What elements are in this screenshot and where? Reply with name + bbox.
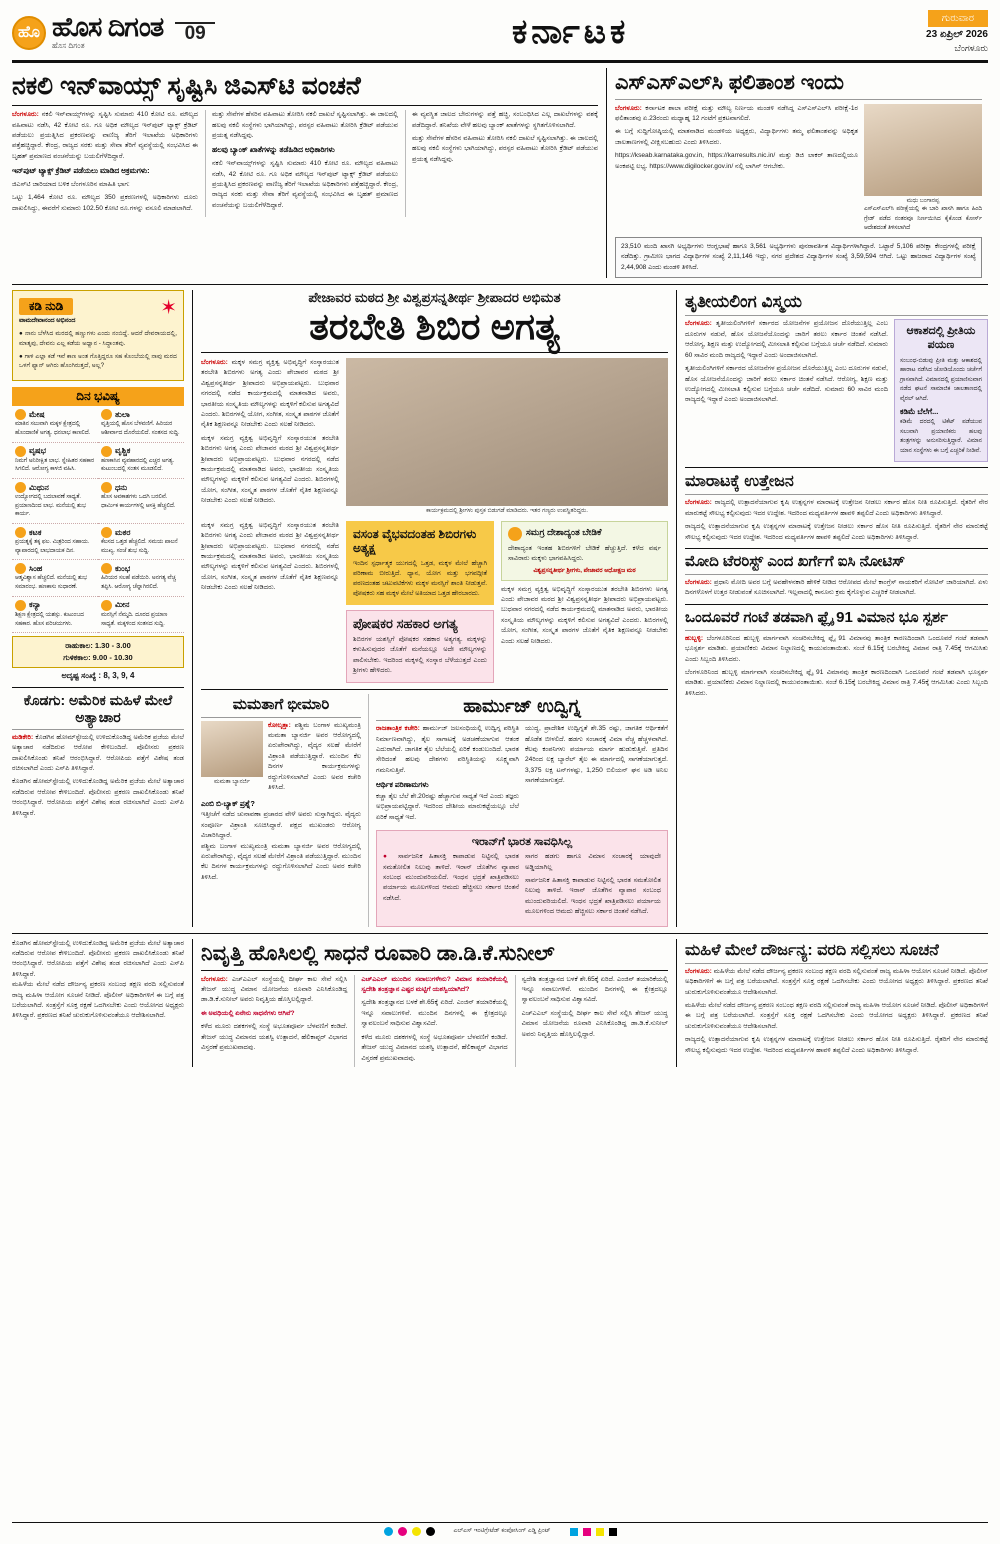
divider: [685, 494, 988, 495]
sign-name: ಮೇಷ: [29, 409, 45, 419]
divider: [12, 105, 598, 106]
hormuz-headline: ಹಾರ್ಮುಜ್ ಉದ್ವಿಗ್ನ: [463, 695, 581, 716]
kodagu-dateline: ಮಡಿಕೇರಿ:: [12, 733, 34, 741]
bottom-left-text: ಕೊಡಗಿನ ಹೋಮ್‌ಸ್ಟೇಯಲ್ಲಿ ಉಳಿದುಕೊಂಡಿದ್ದ ಅಮೆರಿಕ ಪ್ರಜೆಯ ಮೇಲೆ ಅತ್ಯಾಚಾರ ನಡೆದಿರುವ ಆರೋಪ ಕೇಳಿಬಂದಿದೆ. ಪೊಲೀಸರು ಪ್ರಕರಣ ದಾಖಲಿಸಿಕೊಂಡು ತನಿಖೆ ಆರಂಭಿಸಿದ್ದಾರೆ. ಆರೋಪಿಯ ಪತ್ತೆಗೆ ವಿಶೇಷ ತಂಡ ರಚಿಸಲಾಗಿದೆ ಎಂದು ಎಸ್‌ಪಿ ತಿಳಿಸಿದ್ದಾರೆ.: [12, 939, 184, 978]
lucky-label: ಅದೃಷ್ಟ ಸಂಖ್ಯೆ :: [61, 671, 102, 681]
newspaper-title: ಹೊಸ ದಿಗಂತ: [52, 12, 164, 43]
sslc-stats-text: 23,510 ಮಂದಿ ಖಾಸಗಿ ಅಭ್ಯರ್ಥಿಗಳು ಆಂಗ್ಲಭಾಷೆ ಹಾಗೂ 3,561 ಅಭ್ಯರ್ಥಿಗಳು ಪುನರಾವರ್ತಿತ ವಿದ್ಯಾರ್ಥಿಗಳಾಗಿದ್ದಾರೆ. ಒಟ್ಟಾರೆ 5,106 ಪರೀಕ್ಷಾ ಕೇಂದ್ರಗಳಲ್ಲಿ ಪರೀಕ್ಷೆ ನಡೆದಿತ್ತು. ಗ್ರಾಮೀಣ ಭಾಗದ ವಿದ್ಯಾರ್ಥಿಗಳ ಸಂಖ್ಯೆ 2,11,146 ಇದ್ದು, ನಗರ ಪ್ರದೇಶದ ವಿದ್ಯಾರ್ಥಿಗಳ ಸಂಖ್ಯೆ 3,59,594 ಆಗಿದೆ. ಒಟ್ಟು ಹಾಜರಾದ ವಿದ್ಯಾರ್ಥಿಗಳ ಸಂಖ್ಯೆ 2,44,908 ಎಂದು ಮಂಡಳಿ ತಿಳಿಸಿದೆ.: [621, 242, 976, 271]
mahila-text: ಮಹಿಳೆಯ ಮೇಲೆ ನಡೆದ ದೌರ್ಜನ್ಯ ಪ್ರಕರಣ ಸಂಬಂಧ ತಕ್ಷಣ ವರದಿ ಸಲ್ಲಿಸುವಂತೆ ರಾಜ್ಯ ಮಹಿಳಾ ಆಯೋಗ ಸೂಚನೆ ನೀಡಿದೆ. ಪೊಲೀಸ್ ಅಧಿಕಾರಿಗಳಿಗೆ ಈ ಬಗ್ಗೆ ಪತ್ರ ಬರೆಯಲಾಗಿದೆ. ಸಂತ್ರಸ್ತೆಗೆ ಸೂಕ್ತ ರಕ್ಷಣೆ ಒದಗಿಸಬೇಕು ಎಂದು ಆಯೋಗದ ಅಧ್ಯಕ್ಷರು ತಿಳಿಸಿದ್ದಾರೆ. ಪ್ರಕರಣದ ತನಿಖೆ ಚುರುಕುಗೊಳಿಸುವಂತೆಯೂ ಆದೇಶಿಸಲಾಗಿದೆ.: [685, 967, 988, 996]
sign-name: ಮಕರ: [115, 527, 131, 537]
black-square-icon: [609, 1528, 617, 1536]
sign-text: ಹೊಸ ಅವಕಾಶಗಳು ಒದಗಿ ಬರಲಿವೆ. ಧಾರ್ಮಿಕ ಕಾರ್ಯಗಳಲ್ಲಿ ಆಸಕ್ತಿ ಹೆಚ್ಚಲಿದೆ.: [101, 494, 176, 509]
divider: [685, 604, 988, 605]
kodagu-text-2: ಕೊಡಗಿನ ಹೋಮ್‌ಸ್ಟೇಯಲ್ಲಿ ಉಳಿದುಕೊಂಡಿದ್ದ ಅಮೆರಿಕ ಪ್ರಜೆಯ ಮೇಲೆ ಅತ್ಯಾಚಾರ ನಡೆದಿರುವ ಆರೋಪ ಕೇಳಿಬಂದಿದೆ. ಪೊಲೀಸರು ಪ್ರಕರಣ ದಾಖಲಿಸಿಕೊಂಡು ತನಿಖೆ ಆರಂಭಿಸಿದ್ದಾರೆ. ಆರೋಪಿಯ ಪತ್ತೆಗೆ ವಿಶೇಷ ತಂಡ ರಚಿಸಲಾಗಿದೆ ಎಂದು ಎಸ್‌ಪಿ ತಿಳಿಸಿದ್ದಾರೆ.: [12, 778, 184, 817]
section-title: ಕರ್ನಾಟಕ: [511, 13, 630, 52]
dateline-block: [926, 10, 988, 56]
kodagu-headline: ಕೊಡಗು: ಅಮೆರಿಕ ಮಹಿಳೆ ಮೇಲೆ ಅತ್ಯಾಚಾರ: [23, 692, 173, 725]
maratake-headline: ಮಾರಾಟಕ್ಕೆ ಉತ್ತೇಜನ: [685, 473, 794, 491]
interview-headline: ನಿವೃತ್ತಿ ಹೊಸಿಲಲ್ಲಿ ಸಾಧನೆ ರೂವಾರಿ ಡಾ.ಡಿ.ಕೆ.ಸುನೀಲ್: [201, 941, 555, 965]
mahila-text-2: ಮಹಿಳೆಯ ಮೇಲೆ ನಡೆದ ದೌರ್ಜನ್ಯ ಪ್ರಕರಣ ಸಂಬಂಧ ತಕ್ಷಣ ವರದಿ ಸಲ್ಲಿಸುವಂತೆ ರಾಜ್ಯ ಮಹಿಳಾ ಆಯೋಗ ಸೂಚನೆ ನೀಡಿದೆ. ಪೊಲೀಸ್ ಅಧಿಕಾರಿಗಳಿಗೆ ಈ ಬಗ್ಗೆ ಪತ್ರ ಬರೆಯಲಾಗಿದೆ. ಸಂತ್ರಸ್ತೆಗೆ ಸೂಕ್ತ ರಕ್ಷಣೆ ಒದಗಿಸಬೇಕು ಎಂದು ಆಯೋಗದ ಅಧ್ಯಕ್ಷರು ತಿಳಿಸಿದ್ದಾರೆ. ಪ್ರಕರಣದ ತನಿಖೆ ಚುರುಕುಗೊಳಿಸುವಂತೆಯೂ ಆದೇಶಿಸಲಾಗಿದೆ.: [685, 1001, 988, 1030]
sign-text: ಕೆಲಸದ ಒತ್ತಡ ಹೆಚ್ಚಲಿದೆ. ಸಮಯ ಪಾಲನೆ ಮುಖ್ಯ. ಸಂಜೆ ಶುಭ ಸುದ್ದಿ.: [101, 539, 178, 554]
yellow-square-icon: [596, 1528, 604, 1536]
lead-text-1: ನಕಲಿ ಇನ್‌ವಾಯ್ಸ್‌ಗಳನ್ನು ಸೃಷ್ಟಿಸಿ ಸುಮಾರು 410 ಕೋಟಿ ರೂ. ಮೌಲ್ಯದ ವಹಿವಾಟು ನಡೆಸಿ, 42 ಕೋಟಿ ರೂ. ಗೂ ಅಧಿಕ ಮೌಲ್ಯದ ಇನ್‌ಪುಟ್ ಟ್ಯಾಕ್ಸ್ ಕ್ರೆಡಿಟ್ ಪಡೆಯಲು ಪ್ರಯತ್ನಿಸಿದ ಪ್ರಕರಣವನ್ನು ವಾಣಿಜ್ಯ ತೆರಿಗೆ ಇಲಾಖೆಯ ಅಧಿಕಾರಿಗಳು ಪತ್ತೆಹಚ್ಚಿದ್ದಾರೆ. ಕೇಂದ್ರ, ರಾಜ್ಯದ ಸರಕು ಮತ್ತು ಸೇವಾ ತೆರಿಗೆ ವ್ಯವಸ್ಥೆಯಲ್ಲಿ ಸಂಭವಿಸಿದ ಈ ಬೃಹತ್ ಪ್ರಮಾಣದ ವಂಚನೆಯನ್ನು ಬಯಲಿಗೆಳೆದಿದ್ದಾರೆ.: [12, 111, 198, 160]
hormuz-text-2: ಯುದ್ಧ, ಪ್ರಾದೇಶಿಕ ಉದ್ವಿಗ್ನತೆ ಶೇ.35 ರಷ್ಟು, ಜಾಗತಿಕ ಆರ್ಥಿಕತೆಗೆ ಹೊಡೆತ ಬೀಳಲಿದೆ. ಹಡಗು ಸಂಚಾರಕ್ಕೆ ವಿಮಾ ವೆಚ್ಚ ಹೆಚ್ಚಳವಾಗಿದೆ. ಕೆಲವು ಕಂಪನಿಗಳು ಪರ್ಯಾಯ ಮಾರ್ಗ ಹುಡುಕುತ್ತಿವೆ. ಪ್ರತಿದಿನ 24ರಿಂದ ಲಕ್ಷ ಬ್ಯಾರೆಲ್ ತೈಲ ಈ ಮಾರ್ಗದಲ್ಲಿ ಸಾಗಣೆಯಾಗುತ್ತದೆ. 3,375 ಲಕ್ಷ ಟನ್‌ಗಳಷ್ಟು, 1,250 ಬಿಲಿಯನ್ ಘನ ಅಡಿ ಅನಿಲ ಸಾಗಣೆಯಾಗುತ್ತದೆ.: [525, 725, 668, 785]
sign-name: ಕಟಕ: [29, 527, 42, 537]
horoscope-sign: [98, 479, 184, 524]
feature-text: ಮಕ್ಕಳ ಸಮಗ್ರ ವ್ಯಕ್ತಿತ್ವ ಅಭಿವೃದ್ಧಿಗೆ ಸಂಸ್ಕಾರಯುತ ತರಬೇತಿ ಶಿಬಿರಗಳು ಅಗತ್ಯ ಎಂದು ಪೇಜಾವರ ಮಠದ ಶ್ರೀ ವಿಶ್ವಪ್ರಸನ್ನತೀರ್ಥ ಶ್ರೀಪಾದರು ಅಭಿಪ್ರಾಯಪಟ್ಟರು. ಬುಧವಾರ ನಗರದಲ್ಲಿ ನಡೆದ ಕಾರ್ಯಕ್ರಮದಲ್ಲಿ ಮಾತನಾಡಿದ ಅವರು, ಭಾರತೀಯ ಸಂಸ್ಕೃತಿಯ ಮೌಲ್ಯಗಳನ್ನು ಮಕ್ಕಳಿಗೆ ಕಲಿಸುವ ಅಗತ್ಯವಿದೆ ಎಂದರು. ಶಿಬಿರಗಳಲ್ಲಿ ಯೋಗ, ಸಂಗೀತ, ಸಂಸ್ಕೃತ ಪಾಠಗಳ ಜೊತೆಗೆ ನೈತಿಕ ಶಿಕ್ಷಣವನ್ನೂ ನೀಡಬೇಕು ಎಂದು ಸಲಹೆ ನೀಡಿದರು.: [201, 358, 339, 429]
flight-headline: ಒಂದೂವರೆ ಗಂಟೆ ತಡವಾಗಿ ಫ್ಲೈ 91 ವಿಮಾನ ಭೂ ಸ್ಪರ್ಶ: [685, 608, 948, 626]
lead-column-3: [405, 110, 598, 217]
flight-text: ಬೆಂಗಳೂರಿನಿಂದ ಹುಬ್ಬಳ್ಳಿ ಮಾರ್ಗವಾಗಿ ಸಂಚರಿಸಬೇಕಿದ್ದ ಫ್ಲೈ 91 ವಿಮಾನವು ತಾಂತ್ರಿಕ ಕಾರಣದಿಂದಾಗಿ ಒಂದೂವರೆ ಗಂಟೆ ತಡವಾಗಿ ಭೂಸ್ಪರ್ಶ ಮಾಡಿತು. ಪ್ರಯಾಣಿಕರು ವಿಮಾನ ನಿಲ್ದಾಣದಲ್ಲಿ ಕಾಯುವಂತಾಯಿತು. ಸಂಜೆ 6.15ಕ್ಕೆ ಬರಬೇಕಿದ್ದ ವಿಮಾನ ರಾತ್ರಿ 7.45ಕ್ಕೆ ಆಗಮಿಸಿತು ಎಂದು ಸಿಬ್ಬಂದಿ ತಿಳಿಸಿದರು.: [685, 634, 988, 663]
hormuz-story: [368, 694, 668, 927]
third-gender-headline: ತೃತೀಯಲಿಂಗ ವಿಸ್ಮಯ: [685, 292, 802, 312]
lead-text-3: ಈ ವ್ಯವಸ್ಥಿತ ಜಾಲದ ಬೇರುಗಳನ್ನು ಪತ್ತೆ ಹಚ್ಚಿ, ಸಂಬಂಧಿಸಿದ ಎಲ್ಲ ದಾಖಲೆಗಳನ್ನು ವಶಕ್ಕೆ ಪಡೆದಿದ್ದಾರೆ. ತನಿಖೆಯ ವೇಳೆ ಹಲವು ಬ್ಯಾಂಕ್ ಖಾತೆಗಳನ್ನು ಸ್ಥಗಿತಗೊಳಿಸಲಾಗಿದೆ.: [412, 111, 598, 129]
divider: [685, 315, 988, 316]
sslc-stats-box: [615, 237, 982, 278]
zodiac-icon: [15, 446, 26, 457]
magenta-square-icon: [583, 1528, 591, 1536]
interview-q2: ಎಚ್‌ಎಎಲ್ ಮುಂದಿನ ಸವಾಲುಗಳೇನು? ವಿಮಾನ ತಯಾರಿಕೆಯಲ್ಲಿ ಸ್ವದೇಶಿ ತಂತ್ರಜ್ಞಾನ ಎಷ್ಟರ ಮಟ್ಟಿಗೆ ಯಶಸ್ವಿಯಾಗಿದೆ?: [361, 975, 508, 994]
yellow-dot-icon: [412, 1527, 421, 1536]
zodiac-icon: [101, 563, 112, 574]
middle-block: [12, 290, 988, 926]
interview-a1-cont: ಕಳೆದ ಮೂರು ದಶಕಗಳಲ್ಲಿ ಸಂಸ್ಥೆ ಅಭೂತಪೂರ್ವ ಬೆಳವಣಿಗೆ ಕಂಡಿದೆ. ತೇಜಸ್ ಯುದ್ಧ ವಿಮಾನದ ಯಶಸ್ವಿ ಉತ್ಪಾದನೆ, ಹೆಲಿಕಾಪ್ಟರ್ ವಿಭಾಗದ ವಿಸ್ತರಣೆ ಪ್ರಮುಖವಾದವು.: [361, 1033, 508, 1062]
divider: [615, 99, 982, 100]
kadinudi-box: ✶ ಕಡಿ ನುಡಿ ವಾಮದೇವಾನಂದ ಅಭಿನಂದ ● ನಾನು ಬೆಳೆಸಿದ ಮರದಲ್ಲಿ ಹಣ್ಣುಗಳು ಎಂದು ನಂಬಿದ್ದೆ. ಆದರೆ ದೇವರಾಯದಲ್ಲಿ, ಮಾತೃವು, ದೇವನು ಎಲ್ಲ ಕಡೆಯ ಅಧ್ವಾನ - ಸಿದ್ಧಾಂತವು. ● ಗಾಳಿ ಎಲ್ಲಾ ಕಡೆ ಇವೆ ಕಾಣ ಅಂತ ಗೊತ್ತಿದ್ದರೂ ಸಹ ಕೊಂಬೆಯಲ್ಲಿ ನಾವು ಮರದ ಒಳಗೆ ಫ್ಯಾನ್ ಆಗಿರು ಹೊಂಗಿರುತ್ತದೆ, ಅಲ್ಲ?: [12, 290, 184, 381]
divider: [12, 933, 988, 934]
sign-name: ಮಿಥುನ: [29, 482, 49, 492]
sign-name: ವೃಶ್ಚಿಕ: [115, 446, 131, 456]
mahila-text-3: ರಾಜ್ಯದಲ್ಲಿ ಉತ್ಪಾದನೆಯಾಗುವ ಕೃಷಿ ಉತ್ಪನ್ನಗಳ ಮಾರಾಟಕ್ಕೆ ಉತ್ತೇಜನ ನೀಡಲು ಸರ್ಕಾರ ಹೊಸ ನೀತಿ ರೂಪಿಸುತ್ತಿದೆ. ರೈತರಿಗೆ ನೇರ ಮಾರುಕಟ್ಟೆ ಸೌಲಭ್ಯ ಕಲ್ಪಿಸುವುದು ಇದರ ಉದ್ದೇಶ. ಇದರಿಂದ ಮಧ್ಯವರ್ತಿಗಳ ಹಾವಳಿ ತಪ್ಪಲಿದೆ ಎಂದು ಅಧಿಕಾರಿಗಳು ತಿಳಿಸಿದ್ದಾರೆ.: [685, 1036, 988, 1054]
modi-dateline: ಬೆಂಗಳೂರು:: [685, 579, 712, 586]
hormuz-pink-text: ಸಾರ್ವಜನಿಕ ಹಿತಾಸಕ್ತಿ ಕಾಪಾಡುವ ನಿಟ್ಟಿನಲ್ಲಿ ಭಾರತ ಸಮತೋಲಿತ ನಿಲುವು ತಾಳಿದೆ. ಇರಾನ್ ಜೊತೆಗಿನ ವ್ಯಾಪಾರ ಸಂಬಂಧ ಮುಂದುವರಿಯಲಿದೆ. ಇಂಧನ ಭದ್ರತೆ ಖಾತ್ರಿಪಡಿಸಲು ಪರ್ಯಾಯ ಮೂಲಗಳಿಂದ ಆಮದು ಹೆಚ್ಚಿಸಲು ಸರ್ಕಾರ ಚಿಂತನೆ ನಡೆಸಿದೆ.: [383, 853, 519, 902]
astrology-sidebar: [12, 290, 184, 926]
divider: [12, 729, 184, 730]
sign-name: ಕುಂಭ: [115, 563, 131, 573]
zodiac-icon: [15, 482, 26, 493]
lilac-title: ಆಕಾಶದಲ್ಲಿ ಪ್ರೀತಿಯ ಪಯಣ: [906, 325, 976, 352]
sslc-text-2: ಈ ಬಗ್ಗೆ ಸುದ್ದಿಗೋಷ್ಠಿಯಲ್ಲಿ ಮಾತನಾಡಿದ ಮಂಡಳಿಯ ಅಧ್ಯಕ್ಷರು, ವಿದ್ಯಾರ್ಥಿಗಳು ತಮ್ಮ ಫಲಿತಾಂಶವನ್ನು ಅಧಿಕೃತ ಜಾಲತಾಣಗಳಲ್ಲಿ ವೀಕ್ಷಿಸಬಹುದು ಎಂದು ತಿಳಿಸಿದರು.: [615, 128, 858, 146]
zodiac-icon: [101, 409, 112, 420]
horoscope-sign: [98, 560, 184, 596]
mahila-headline: ಮಹಿಳೆ ಮೇಲೆ ದೌರ್ಜನ್ಯ: ವರದಿ ಸಲ್ಲಿಸಲು ಸೂಚನೆ: [685, 941, 939, 959]
hormuz-pink-text-2: ಸಾರ್ವಜನಿಕ ಹಿತಾಸಕ್ತಿ ಕಾಪಾಡುವ ನಿಟ್ಟಿನಲ್ಲಿ ಭಾರತ ಸಮತೋಲಿತ ನಿಲುವು ತಾಳಿದೆ. ಇರಾನ್ ಜೊತೆಗಿನ ವ್ಯಾಪಾರ ಸಂಬಂಧ ಮುಂದುವರಿಯಲಿದೆ. ಇಂಧನ ಭದ್ರತೆ ಖಾತ್ರಿಪಡಿಸಲು ಪರ್ಯಾಯ ಮೂಲಗಳಿಂದ ಆಮದು ಹೆಚ್ಚಿಸಲು ಸರ್ಕಾರ ಚಿಂತನೆ ನಡೆಸಿದೆ.: [525, 876, 661, 916]
horoscope-sign: [12, 560, 98, 596]
newspaper-subtitle: ಹೊಸ ದಿಗಂತ: [52, 41, 85, 51]
divider: [685, 963, 988, 964]
sign-text: ಮಾತಿನ ಸಲುವಾಗಿ ಮಕ್ಕಳ ಕ್ಷೇತ್ರದಲ್ಲಿ ಹೊಂದಾಣಿಕೆ ಅಗತ್ಯ. ಧನಲಾಭ ಕಾಣಲಿದೆ.: [15, 421, 91, 436]
feature-photo: [346, 358, 668, 506]
divider: [201, 689, 668, 690]
sslc-headline: ಎಸ್‌ಎಸ್‌ಎಲ್‌ಸಿ ಫಲಿತಾಂಶ ಇಂದು: [615, 70, 844, 94]
sign-text: ಹಣಕಾಸಿನ ವ್ಯವಹಾರದಲ್ಲಿ ಎಚ್ಚರ ಅಗತ್ಯ. ಕುಟುಂಬದಲ್ಲಿ ಸಂತಸ ಮೂಡಲಿದೆ.: [101, 457, 175, 473]
sign-text: ವೃತ್ತಿಯಲ್ಲಿ ಹೊಸ ಬೆಳವಣಿಗೆ. ಹಿರಿಯರ ಆಶೀರ್ವಾದ ದೊರೆಯಲಿದೆ. ಸಂತಸದ ಸುದ್ದಿ.: [101, 421, 180, 436]
feature-photo-caption: ಕಾರ್ಯಕ್ರಮದಲ್ಲಿ ಶ್ರೀಗಳು ಪುಸ್ತಕ ಬಿಡುಗಡೆ ಮಾಡಿದರು. ಇತರ ಗಣ್ಯರು ಉಪಸ್ಥಿತರಿದ್ದರು.: [426, 507, 588, 514]
horoscope-sign: [12, 443, 98, 479]
lead-dateline: ಬೆಂಗಳೂರು:: [12, 111, 39, 119]
third-gender-dateline: ಬೆಂಗಳೂರು:: [685, 320, 712, 328]
divider: [201, 970, 668, 971]
feature-box-2-title: ಪೋಷಕರ ಸಹಕಾರ ಅಗತ್ಯ: [353, 615, 458, 631]
sign-name: ಧನು: [115, 482, 128, 492]
minister-photo: [864, 104, 982, 196]
divider: [12, 687, 184, 688]
minister-photo-caption: ಮಧು ಬಂಗಾರಪ್ಪ: [906, 197, 940, 204]
feature-text-3: ಮಕ್ಕಳ ಸಮಗ್ರ ವ್ಯಕ್ತಿತ್ವ ಅಭಿವೃದ್ಧಿಗೆ ಸಂಸ್ಕಾರಯುತ ತರಬೇತಿ ಶಿಬಿರಗಳು ಅಗತ್ಯ ಎಂದು ಪೇಜಾವರ ಮಠದ ಶ್ರೀ ವಿಶ್ವಪ್ರಸನ್ನತೀರ್ಥ ಶ್ರೀಪಾದರು ಅಭಿಪ್ರಾಯಪಟ್ಟರು. ಬುಧವಾರ ನಗರದಲ್ಲಿ ನಡೆದ ಕಾರ್ಯಕ್ರಮದಲ್ಲಿ ಮಾತನಾಡಿದ ಅವರು, ಭಾರತೀಯ ಸಂಸ್ಕೃತಿಯ ಮೌಲ್ಯಗಳನ್ನು ಮಕ್ಕಳಿಗೆ ಕಲಿಸುವ ಅಗತ್ಯವಿದೆ ಎಂದರು. ಶಿಬಿರಗಳಲ್ಲಿ ಯೋಗ, ಸಂಗೀತ, ಸಂಸ್ಕೃತ ಪಾಠಗಳ ಜೊತೆಗೆ ನೈತಿಕ ಶಿಕ್ಷಣವನ್ನೂ ನೀಡಬೇಕು ಎಂದು ಸಲಹೆ ನೀಡಿದರು.: [201, 521, 339, 592]
feature-box-1-text: ಇಂದಿನ ಸ್ಪರ್ಧಾತ್ಮಕ ಯುಗದಲ್ಲಿ ಒತ್ತಡ, ಮಕ್ಕಳ ಮೇಲೆ ಹೆಚ್ಚಾಗಿ ಪರಿಣಾಮ ಬೀರುತ್ತಿದೆ. ಧ್ಯಾನ, ಯೋಗ ಮತ್ತು ಭಗವದ್ಗೀತೆ ಪಠಣದಂತಹ ಚಟುವಟಿಕೆಗಳು ಮಕ್ಕಳ ಮನಸ್ಸಿಗೆ ಶಾಂತಿ ನೀಡುತ್ತವೆ. ಪೋಷಕರು ಸಹ ಮಕ್ಕಳ ಮೇಲೆ ಅತಿಯಾದ ಒತ್ತಡ ಹೇರಬಾರದು.: [353, 559, 487, 597]
horoscope-sign: [98, 406, 184, 442]
masthead: [12, 10, 988, 63]
lead-text-1b: ಜಿಎಸ್‌ಟಿ ಜಾರಿಯಾದ ಬಳಿಕ ಬೆಂಗಳೂರಿನ ಮಾಹಿತಿ ಭಾಗ:: [12, 180, 130, 188]
sign-name: ಸಿಂಹ: [29, 563, 43, 573]
interview-a2: ಸ್ವದೇಶಿ ತಂತ್ರಜ್ಞಾನದ ಬಳಕೆ ಶೇ.65ಕ್ಕೆ ಏರಿದೆ. ಎಂಜಿನ್ ತಯಾರಿಕೆಯಲ್ಲಿ ಇನ್ನೂ ಸವಾಲುಗಳಿವೆ. ಮುಂದಿನ ದಿನಗಳಲ್ಲಿ ಈ ಕ್ಷೇತ್ರದಲ್ಲೂ ಸ್ವಾವಲಂಬನೆ ಸಾಧಿಸುವ ವಿಶ್ವಾಸವಿದೆ.: [361, 999, 508, 1028]
feature-box-3: [501, 521, 668, 581]
feature-box-3-text: ದೇಶಾದ್ಯಂತ ಇಂತಹ ಶಿಬಿರಗಳಿಗೆ ಬೇಡಿಕೆ ಹೆಚ್ಚುತ್ತಿದೆ. ಕಳೆದ ವರ್ಷ ಸಾವಿರಾರು ಮಕ್ಕಳು ಭಾಗವಹಿಸಿದ್ದರು.: [508, 544, 661, 563]
lucky-value: 8, 3, 9, 4: [103, 671, 135, 681]
zodiac-icon: [101, 482, 112, 493]
sslc-text-1: ಕರ್ನಾಟಕ ಶಾಲಾ ಪರೀಕ್ಷೆ ಮತ್ತು ಮೌಲ್ಯ ನಿರ್ಣಯ ಮಂಡಳಿ ನಡೆಸಿದ್ದ ಎಸ್‌ಎಸ್‌ಎಲ್‌ಸಿ ಪರೀಕ್ಷೆ-1ರ ಫಲಿತಾಂಶವು ಏ.23ರಂದು ಮಧ್ಯಾಹ್ನ 12 ಗಂಟೆಗೆ ಪ್ರಕಟವಾಗಲಿದೆ.: [615, 104, 858, 123]
zodiac-icon: [15, 409, 26, 420]
hormuz-text: ಹಾರ್ಮುಜ್ ಜಲಸಂಧಿಯಲ್ಲಿ ಉದ್ವಿಗ್ನ ಪರಿಸ್ಥಿತಿ ನಿರ್ಮಾಣವಾಗಿದ್ದು, ತೈಲ ಸಾಗಾಟಕ್ಕೆ ಅಡಚಣೆಯಾಗುವ ಆತಂಕ ಎದುರಾಗಿದೆ. ಜಾಗತಿಕ ತೈಲ ಬೆಲೆಯಲ್ಲಿ ಏರಿಕೆ ಕಂಡುಬಂದಿದೆ. ಭಾರತ ಸೇರಿದಂತೆ ಹಲವು ದೇಶಗಳು ಪರಿಸ್ಥಿತಿಯನ್ನು ಸೂಕ್ಷ್ಮವಾಗಿ ಗಮನಿಸುತ್ತಿವೆ.: [376, 725, 519, 774]
sign-text: ಪ್ರಯತ್ನಕ್ಕೆ ತಕ್ಕ ಫಲ. ಮಿತ್ರರಿಂದ ಸಹಾಯ. ವ್ಯಾಪಾರದಲ್ಲಿ ಲಾಭದಾಯಕ ದಿನ.: [15, 539, 90, 554]
horoscope-sign: [98, 597, 184, 633]
top-news-block: [12, 68, 988, 279]
feature-box-2: [346, 610, 494, 683]
lead-subhead-2: ಹಲವು ಬ್ಯಾಂಕ್ ಖಾತೆಗಳನ್ನು ತಡೆಹಿಡಿದ ಅಧಿಕಾರಿಗಳು: [212, 145, 335, 155]
maratake-dateline: ಬೆಂಗಳೂರು:: [685, 499, 712, 507]
zodiac-icon: [101, 527, 112, 538]
horoscope-signs: [12, 406, 184, 633]
kadinudi-title: ಕಡಿ ನುಡಿ: [19, 298, 73, 315]
cmyk-registration-marks: [12, 1527, 988, 1536]
feature-box-2-text: ಶಿಬಿರಗಳ ಯಶಸ್ಸಿಗೆ ಪೋಷಕರ ಸಹಕಾರ ಅತ್ಯಗತ್ಯ. ಮಕ್ಕಳನ್ನು ಕಳುಹಿಸುವುದರ ಜೊತೆಗೆ ಮನೆಯಲ್ಲೂ ಅದೇ ಮೌಲ್ಯಗಳನ್ನು ಪಾಲಿಸಬೇಕು. ಇದರಿಂದ ಮಕ್ಕಳಲ್ಲಿ ಸಂಸ್ಕಾರ ಬೆಳೆಯುತ್ತದೆ ಎಂದು ಶ್ರೀಗಳು ಹೇಳಿದರು.: [353, 635, 487, 675]
mamata-story: [201, 694, 361, 927]
lilac-box: [894, 319, 988, 462]
star-icon: ✶: [160, 297, 177, 320]
feature-headline: ತರಬೇತಿ ಶಿಬಿರ ಅಗತ್ಯ: [309, 306, 560, 348]
page-number: 09: [175, 22, 215, 44]
lead-subhead-1: ಇನ್‌ಪುಟ್ ಟ್ಯಾಕ್ಸ್ ಕ್ರೆಡಿಟ್ ಪಡೆಯಲು ಮಾಡಿದ ಅಕ್ರಮಗಳು:: [12, 166, 150, 176]
feature-box-3-title: ಸಮಗ್ರ ದೇಶಾದ್ಯಂತ ಬೇಡಿಕೆ: [526, 526, 602, 537]
mamata-photo: [201, 721, 263, 777]
feature-text-2: ಮಕ್ಕಳ ಸಮಗ್ರ ವ್ಯಕ್ತಿತ್ವ ಅಭಿವೃದ್ಧಿಗೆ ಸಂಸ್ಕಾರಯುತ ತರಬೇತಿ ಶಿಬಿರಗಳು ಅಗತ್ಯ ಎಂದು ಪೇಜಾವರ ಮಠದ ಶ್ರೀ ವಿಶ್ವಪ್ರಸನ್ನತೀರ್ಥ ಶ್ರೀಪಾದರು ಅಭಿಪ್ರಾಯಪಟ್ಟರು. ಬುಧವಾರ ನಗರದಲ್ಲಿ ನಡೆದ ಕಾರ್ಯಕ್ರಮದಲ್ಲಿ ಮಾತನಾಡಿದ ಅವರು, ಭಾರತೀಯ ಸಂಸ್ಕೃತಿಯ ಮೌಲ್ಯಗಳನ್ನು ಮಕ್ಕಳಿಗೆ ಕಲಿಸುವ ಅಗತ್ಯವಿದೆ ಎಂದರು. ಶಿಬಿರಗಳಲ್ಲಿ ಯೋಗ, ಸಂಗೀತ, ಸಂಸ್ಕೃತ ಪಾಠಗಳ ಜೊತೆಗೆ ನೈತಿಕ ಶಿಕ್ಷಣವನ್ನೂ ನೀಡಬೇಕು ಎಂದು ಸಲಹೆ ನೀಡಿದರು.: [201, 434, 339, 505]
third-gender-text-2: ತೃತೀಯಲಿಂಗಿಗಳಿಗೆ ಸರ್ಕಾರದ ಯೋಜನೆಗಳ ಪ್ರಯೋಜನ ದೊರೆಯುತ್ತಿಲ್ಲ ಎಂಬ ದೂರುಗಳ ನಡುವೆ, ಹೊಸ ಯೋಜನೆಯೊಂದನ್ನು ಜಾರಿಗೆ ತರಲು ಸರ್ಕಾರ ಚಿಂತನೆ ನಡೆಸಿದೆ. ಆರೋಗ್ಯ, ಶಿಕ್ಷಣ ಮತ್ತು ಉದ್ಯೋಗದಲ್ಲಿ ಮೀಸಲಾತಿ ಕಲ್ಪಿಸುವ ಬಗ್ಗೆಯೂ ಚರ್ಚೆ ನಡೆದಿದೆ. ಸುಮಾರು 60 ಸಾವಿರ ಮಂದಿ ರಾಜ್ಯದಲ್ಲಿ ಇದ್ದಾರೆ ಎಂದು ಅಂದಾಜಿಸಲಾಗಿದೆ.: [685, 365, 888, 404]
hormuz-pink-bullet: ಸಾಗರ ಹಡಗು ಹಾಗೂ ವಿಮಾನ ಸಂಚಾರಕ್ಕೆ ಯಾವುದೇ ಅಡ್ಡಿಯಾಗಿಲ್ಲ: [525, 853, 661, 871]
lilac-text: ಸಂಬಂಧ-ಬಿಡುವು ಪ್ರೀತಿ ಮತ್ತು ಆಕಾಶದಲ್ಲಿ ಹಾರಾಟ ನಡೆಸಿದ ಜೋಡಿಯೊಂದು ಚರ್ಚೆಗೆ ಗ್ರಾಸವಾಗಿದೆ. ವಿಮಾನದಲ್ಲಿ ಪ್ರಯಾಣಿಸುವಾಗ ನಡೆದ ಘಟನೆ ಸಾಮಾಜಿಕ ಜಾಲತಾಣದಲ್ಲಿ ವೈರಲ್ ಆಗಿದೆ.: [900, 357, 982, 402]
hormuz-subtext: ಕಚ್ಚಾ ತೈಲ ಬೆಲೆ ಶೇ.20ರಷ್ಟು ಹೆಚ್ಚಾಗುವ ಸಾಧ್ಯತೆ ಇದೆ ಎಂದು ತಜ್ಞರು ಅಭಿಪ್ರಾಯಪಟ್ಟಿದ್ದಾರೆ. ಇದರಿಂದ ದೇಶೀಯ ಮಾರುಕಟ್ಟೆಯಲ್ಲೂ ಬೆಲೆ ಏರಿಕೆ ಸಾಧ್ಯತೆ ಇದೆ.: [376, 792, 519, 821]
feature-box-1: [346, 521, 494, 605]
center-feature: [192, 290, 677, 926]
flight-text-2: ಬೆಂಗಳೂರಿನಿಂದ ಹುಬ್ಬಳ್ಳಿ ಮಾರ್ಗವಾಗಿ ಸಂಚರಿಸಬೇಕಿದ್ದ ಫ್ಲೈ 91 ವಿಮಾನವು ತಾಂತ್ರಿಕ ಕಾರಣದಿಂದಾಗಿ ಒಂದೂವರೆ ಗಂಟೆ ತಡವಾಗಿ ಭೂಸ್ಪರ್ಶ ಮಾಡಿತು. ಪ್ರಯಾಣಿಕರು ವಿಮಾನ ನಿಲ್ದಾಣದಲ್ಲಿ ಕಾಯುವಂತಾಯಿತು. ಸಂಜೆ 6.15ಕ್ಕೆ ಬರಬೇಕಿದ್ದ ವಿಮಾನ ರಾತ್ರಿ 7.45ಕ್ಕೆ ಆಗಮಿಸಿತು ಎಂದು ಸಿಬ್ಬಂದಿ ತಿಳಿಸಿದರು.: [685, 669, 988, 697]
modi-text: ಪ್ರಧಾನಿ ಮೋದಿ ಅವರ ಬಗ್ಗೆ ಅವಹೇಳನಕಾರಿ ಹೇಳಿಕೆ ನೀಡಿದ ಆರೋಪದ ಮೇಲೆ ಕಾಂಗ್ರೆಸ್ ನಾಯಕರಿಗೆ ನೋಟಿಸ್ ಜಾರಿಯಾಗಿದೆ. ಏಳು ದಿನಗಳೊಳಗೆ ಉತ್ತರ ನೀಡುವಂತೆ ಸೂಚಿಸಲಾಗಿದೆ. ಇಲ್ಲವಾದಲ್ಲಿ ಕಾನೂನು ಕ್ರಮ ಕೈಗೊಳ್ಳುವ ಎಚ್ಚರಿಕೆ ನೀಡಲಾಗಿದೆ.: [685, 579, 988, 597]
horoscope-sign: [12, 406, 98, 442]
lilac-subhead: ಕಡಿಮೆ ಬೆಲೆಗೆ...: [900, 407, 939, 417]
divider: [201, 352, 668, 353]
flight-dateline: ಹುಬ್ಬಳ್ಳಿ:: [685, 634, 704, 642]
mahila-story: [685, 939, 988, 1067]
feature-kicker: ಪೇಜಾವರ ಮಠದ ಶ್ರೀ ವಿಶ್ವಪ್ರಸನ್ನತೀರ್ಥ ಶ್ರೀಪಾದರ ಅಭಿಮತ: [308, 290, 561, 306]
divider: [12, 1522, 988, 1523]
bottom-left-filler: [12, 939, 184, 1067]
divider: [685, 630, 988, 631]
sign-name: ತುಲಾ: [115, 409, 130, 419]
sign-name: ಕನ್ಯಾ: [29, 600, 41, 610]
auspicious-times: [12, 636, 184, 668]
divider: [12, 284, 988, 285]
interview-col-2: [354, 975, 507, 1067]
lead-column-2: [205, 110, 398, 217]
horoscope-sign: [98, 443, 184, 479]
lucky-number-row: [12, 668, 184, 684]
mamata-text-2: ಪಶ್ಚಿಮ ಬಂಗಾಳ ಮುಖ್ಯಮಂತ್ರಿ ಮಮತಾ ಬ್ಯಾನರ್ಜಿ ಅವರ ಆರೋಗ್ಯದಲ್ಲಿ ಏರುಪೇರಾಗಿದ್ದು, ವೈದ್ಯರ ಸಲಹೆ ಮೇರೆಗೆ ವಿಶ್ರಾಂತಿ ಪಡೆಯುತ್ತಿದ್ದಾರೆ. ಮುಂದಿನ ಕೆಲ ದಿನಗಳ ಕಾರ್ಯಕ್ರಮಗಳನ್ನು ರದ್ದುಗೊಳಿಸಲಾಗಿದೆ ಎಂದು ಅವರ ಕಚೇರಿ ತಿಳಿಸಿದೆ.: [201, 842, 361, 881]
hormuz-subhead: ಆರ್ಥಿಕ ಪರಿಣಾಮಗಳು: [376, 780, 429, 790]
horoscope-sign: [12, 479, 98, 524]
sign-text: ಮನಸ್ಸಿಗೆ ನೆಮ್ಮದಿ. ದೂರದ ಪ್ರಯಾಣ ಸಾಧ್ಯತೆ. ಮಕ್ಕಳಿಂದ ಸಂತಸದ ಸುದ್ದಿ.: [101, 611, 168, 627]
interview-col-3: [515, 975, 668, 1067]
interview-a2-cont: ಸ್ವದೇಶಿ ತಂತ್ರಜ್ಞಾನದ ಬಳಕೆ ಶೇ.65ಕ್ಕೆ ಏರಿದೆ. ಎಂಜಿನ್ ತಯಾರಿಕೆಯಲ್ಲಿ ಇನ್ನೂ ಸವಾಲುಗಳಿವೆ. ಮುಂದಿನ ದಿನಗಳಲ್ಲಿ ಈ ಕ್ಷೇತ್ರದಲ್ಲೂ ಸ್ವಾವಲಂಬನೆ ಸಾಧಿಸುವ ವಿಶ್ವಾಸವಿದೆ.: [521, 975, 668, 1004]
lead-text-3b: ಮತ್ತು ಸೇವೆಗಳ ಹೆಸರಿನ ವಹಿವಾಟು ತೋರಿಸಿ ನಕಲಿ ದಾಖಲೆ ಸೃಷ್ಟಿಸಲಾಗಿತ್ತು. ಈ ಜಾಲದಲ್ಲಿ ಹಲವು ನಕಲಿ ಸಂಸ್ಥೆಗಳು ಭಾಗಿಯಾಗಿದ್ದು, ಪರಸ್ಪರ ವಹಿವಾಟು ತೋರಿಸಿ ಕ್ರೆಡಿಟ್ ಪಡೆಯುವ ಪ್ರಯತ್ನ ನಡೆಸಿದ್ದವು.: [412, 135, 598, 163]
hormuz-pink-title: ಇರಾನ್‌ಗೆ ಭಾರತ ಸಾವಧಿಸಿಲ್ಲ: [471, 836, 573, 849]
modi-headline: ಮೋದಿ ಟೆರರಿಸ್ಟ್ ಎಂದ ಖರ್ಗೆಗೆ ಐಸಿ ನೋಟಿಸ್: [685, 553, 906, 570]
interview-q1: ಈ ಅವಧಿಯಲ್ಲಿ ಏನೇನು ಸಾಧನೆಗಳು ಆಗಿವೆ?: [201, 1009, 295, 1017]
sslc-links: https://kseab.karnataka.gov.in, https://karresults.nic.in/ ಮತ್ತು ಡಿಜಿ ಲಾಕರ್ ತಾಣದಲ್ಲಿಯೂ ಅಂಕಪಟ್ಟಿ ಲಭ್ಯ. https://www.digilocker.gov.in/ ನಲ್ಲಿ ಲಾಗಿನ್ ಆಗಬೇಕು.: [615, 152, 858, 170]
footer: [12, 1522, 988, 1536]
gulikakala-value: 9.00 - 10.30: [92, 653, 133, 663]
newspaper-logo: [12, 14, 215, 51]
zodiac-icon: [15, 600, 26, 611]
maratake-text: ರಾಜ್ಯದಲ್ಲಿ ಉತ್ಪಾದನೆಯಾಗುವ ಕೃಷಿ ಉತ್ಪನ್ನಗಳ ಮಾರಾಟಕ್ಕೆ ಉತ್ತೇಜನ ನೀಡಲು ಸರ್ಕಾರ ಹೊಸ ನೀತಿ ರೂಪಿಸುತ್ತಿದೆ. ರೈತರಿಗೆ ನೇರ ಮಾರುಕಟ್ಟೆ ಸೌಲಭ್ಯ ಕಲ್ಪಿಸುವುದು ಇದರ ಉದ್ದೇಶ. ಇದರಿಂದ ಮಧ್ಯವರ್ತಿಗಳ ಹಾವಳಿ ತಪ್ಪಲಿದೆ ಎಂದು ಅಧಿಕಾರಿಗಳು ತಿಳಿಸಿದ್ದಾರೆ.: [685, 499, 988, 517]
lead-text-2: ಮತ್ತು ಸೇವೆಗಳ ಹೆಸರಿನ ವಹಿವಾಟು ತೋರಿಸಿ ನಕಲಿ ದಾಖಲೆ ಸೃಷ್ಟಿಸಲಾಗಿತ್ತು. ಈ ಜಾಲದಲ್ಲಿ ಹಲವು ನಕಲಿ ಸಂಸ್ಥೆಗಳು ಭಾಗಿಯಾಗಿದ್ದು, ಪರಸ್ಪರ ವಹಿವಾಟು ತೋರಿಸಿ ಕ್ರೆಡಿಟ್ ಪಡೆಯುವ ಪ್ರಯತ್ನ ನಡೆಸಿದ್ದವು.: [212, 111, 398, 140]
maratake-text-2: ರಾಜ್ಯದಲ್ಲಿ ಉತ್ಪಾದನೆಯಾಗುವ ಕೃಷಿ ಉತ್ಪನ್ನಗಳ ಮಾರಾಟಕ್ಕೆ ಉತ್ತೇಜನ ನೀಡಲು ಸರ್ಕಾರ ಹೊಸ ನೀತಿ ರೂಪಿಸುತ್ತಿದೆ. ರೈತರಿಗೆ ನೇರ ಮಾರುಕಟ್ಟೆ ಸೌಲಭ್ಯ ಕಲ್ಪಿಸುವುದು ಇದರ ಉದ್ದೇಶ. ಇದರಿಂದ ಮಧ್ಯವರ್ತಿಗಳ ಹಾವಳಿ ತಪ್ಪಲಿದೆ ಎಂದು ಅಧಿಕಾರಿಗಳು ತಿಳಿಸಿದ್ದಾರೆ.: [685, 523, 988, 541]
edition-label: ಬೆಂಗಳೂರು: [954, 43, 988, 53]
sign-text: ನಿಮಗೆ ಅನಿರೀಕ್ಷಿತ ಲಾಭ. ಸ್ನೇಹಿತರ ಸಹಕಾರ ಸಿಗಲಿದೆ. ಆರೋಗ್ಯ ಕಾಳಜಿ ವಹಿಸಿ.: [15, 457, 95, 473]
rahukala-label: ರಾಹುಕಾಲ:: [65, 641, 93, 651]
zodiac-icon: [101, 446, 112, 457]
lead-story: [12, 68, 598, 279]
interview-story: [192, 939, 677, 1067]
logo-emblem-icon: ಹೊ: [12, 16, 46, 50]
lead-headline: ನಕಲಿ ಇನ್‌ವಾಯ್ಸ್ ಸೃಷ್ಟಿಸಿ ಜಿಎಸ್‌ಟಿ ವಂಚನೆ: [12, 71, 361, 100]
mamata-headline: ಮಮತಾಗೆ ಭೀಮಾರಿ: [232, 695, 330, 713]
bottom-block: [12, 939, 988, 1067]
third-gender-text: ತೃತೀಯಲಿಂಗಿಗಳಿಗೆ ಸರ್ಕಾರದ ಯೋಜನೆಗಳ ಪ್ರಯೋಜನ ದೊರೆಯುತ್ತಿಲ್ಲ ಎಂಬ ದೂರುಗಳ ನಡುವೆ, ಹೊಸ ಯೋಜನೆಯೊಂದನ್ನು ಜಾರಿಗೆ ತರಲು ಸರ್ಕಾರ ಚಿಂತನೆ ನಡೆಸಿದೆ. ಆರೋಗ್ಯ, ಶಿಕ್ಷಣ ಮತ್ತು ಉದ್ಯೋಗದಲ್ಲಿ ಮೀಸಲಾತಿ ಕಲ್ಪಿಸುವ ಬಗ್ಗೆಯೂ ಚರ್ಚೆ ನಡೆದಿದೆ. ಸುಮಾರು 60 ಸಾವಿರ ಮಂದಿ ರಾಜ್ಯದಲ್ಲಿ ಇದ್ದಾರೆ ಎಂದು ಅಂದಾಜಿಸಲಾಗಿದೆ.: [685, 320, 888, 359]
interview-intro: ಎಚ್‌ಎಎಲ್ ಸಂಸ್ಥೆಯಲ್ಲಿ ದೀರ್ಘ ಕಾಲ ಸೇವೆ ಸಲ್ಲಿಸಿ ತೇಜಸ್ ಯುದ್ಧ ವಿಮಾನ ಯೋಜನೆಯ ರೂವಾರಿ ಎನಿಸಿಕೊಂಡಿದ್ದ ಡಾ.ಡಿ.ಕೆ.ಸುನೀಲ್ ಅವರು ನಿವೃತ್ತಿಯ ಹೊಸ್ತಿಲಲ್ಲಿದ್ದಾರೆ.: [201, 975, 348, 1004]
divider: [201, 717, 361, 718]
lead-column-1: [12, 110, 198, 217]
lead-text-1c: ಒಟ್ಟು 1,464 ಕೋಟಿ ರೂ. ಮೌಲ್ಯದ 350 ಪ್ರಕರಣಗಳಲ್ಲಿ ಅಧಿಕಾರಿಗಳು ದೂರು ದಾಖಲಿಸಿದ್ದು, ಈವರೆಗೆ ಸುಮಾರು 102.50 ಕೋಟಿ ರೂ.ಗಳನ್ನು ವಸೂಲಿ ಮಾಡಲಾಗಿದೆ.: [12, 194, 198, 212]
rahukala-value: 1.30 - 3.00: [94, 641, 131, 651]
interview-a1: ಕಳೆದ ಮೂರು ದಶಕಗಳಲ್ಲಿ ಸಂಸ್ಥೆ ಅಭೂತಪೂರ್ವ ಬೆಳವಣಿಗೆ ಕಂಡಿದೆ. ತೇಜಸ್ ಯುದ್ಧ ವಿಮಾನದ ಯಶಸ್ವಿ ಉತ್ಪಾದನೆ, ಹೆಲಿಕಾಪ್ಟರ್ ವಿಭಾಗದ ವಿಸ್ತರಣೆ ಪ್ರಮುಖವಾದವು.: [201, 1023, 348, 1052]
kadinudi-item-1: ಗಾಳಿ ಎಲ್ಲಾ ಕಡೆ ಇವೆ ಕಾಣ ಅಂತ ಗೊತ್ತಿದ್ದರೂ ಸಹ ಕೊಂಬೆಯಲ್ಲಿ ನಾವು ಮರದ ಒಳಗೆ ಫ್ಯಾನ್ ಆಗಿರು ಹೊಂಗಿರುತ್ತದೆ, ಅಲ್ಲ?: [19, 352, 177, 370]
feature-box-3-byline: ವಿಶ್ವಪ್ರಸನ್ನತೀರ್ಥ ಶ್ರೀಗಳು, ಪೇಜಾವರ ಅಧೋಕ್ಷಜ ಮಠ: [533, 567, 636, 574]
black-dot-icon: [426, 1527, 435, 1536]
interview-col-1: [201, 975, 347, 1067]
horoscope-sign: [98, 524, 184, 560]
magenta-dot-icon: [398, 1527, 407, 1536]
horoscope-sign: [12, 524, 98, 560]
sign-text: ಹಿರಿಯರ ಸಲಹೆ ಪಡೆಯಿರಿ. ಅನಗತ್ಯ ವೆಚ್ಚ ತಪ್ಪಿಸಿ. ಆರೋಗ್ಯ ಚೆನ್ನಾಗಿರಲಿದೆ.: [101, 575, 176, 591]
mamata-photo-caption: ಮಮತಾ ಬ್ಯಾನರ್ಜಿ: [214, 778, 250, 785]
mamata-text: ಪಶ್ಚಿಮ ಬಂಗಾಳ ಮುಖ್ಯಮಂತ್ರಿ ಮಮತಾ ಬ್ಯಾನರ್ಜಿ ಅವರ ಆರೋಗ್ಯದಲ್ಲಿ ಏರುಪೇರಾಗಿದ್ದು, ವೈದ್ಯರ ಸಲಹೆ ಮೇರೆಗೆ ವಿಶ್ರಾಂತಿ ಪಡೆಯುತ್ತಿದ್ದಾರೆ. ಮುಂದಿನ ಕೆಲ ದಿನಗಳ ಕಾರ್ಯಕ್ರಮಗಳನ್ನು ರದ್ದುಗೊಳಿಸಲಾಗಿದೆ ಎಂದು ಅವರ ಕಚೇರಿ ತಿಳಿಸಿದೆ.: [268, 721, 361, 791]
footer-note: ಎಲ್‌ಎಸ್ ಇಂಟಿಗ್ರೇಟೆಡ್ ಕಂಪೋಸಿಂಗ್ ಎಡ್ಡಿ ಪ್ರಿಂಟ್: [453, 1528, 551, 1534]
cyan-square-icon: [570, 1528, 578, 1536]
mamata-subhead: ಎಂಬಿ ಬಿ-ಬ್ಯಾಕ್ ಪ್ರಶ್ನೆ?: [201, 799, 255, 809]
interview-intro-cont: ಎಚ್‌ಎಎಲ್ ಸಂಸ್ಥೆಯಲ್ಲಿ ದೀರ್ಘ ಕಾಲ ಸೇವೆ ಸಲ್ಲಿಸಿ ತೇಜಸ್ ಯುದ್ಧ ವಿಮಾನ ಯೋಜನೆಯ ರೂವಾರಿ ಎನಿಸಿಕೊಂಡಿದ್ದ ಡಾ.ಡಿ.ಕೆ.ಸುನೀಲ್ ಅವರು ನಿವೃತ್ತಿಯ ಹೊಸ್ತಿಲಲ್ಲಿದ್ದಾರೆ.: [521, 1009, 668, 1038]
sign-name: ಮೀನ: [115, 600, 130, 610]
right-column: [685, 290, 988, 926]
mahila-dateline: ಬೆಂಗಳೂರು:: [685, 967, 712, 975]
feature-text-4: ಮಕ್ಕಳ ಸಮಗ್ರ ವ್ಯಕ್ತಿತ್ವ ಅಭಿವೃದ್ಧಿಗೆ ಸಂಸ್ಕಾರಯುತ ತರಬೇತಿ ಶಿಬಿರಗಳು ಅಗತ್ಯ ಎಂದು ಪೇಜಾವರ ಮಠದ ಶ್ರೀ ವಿಶ್ವಪ್ರಸನ್ನತೀರ್ಥ ಶ್ರೀಪಾದರು ಅಭಿಪ್ರಾಯಪಟ್ಟರು. ಬುಧವಾರ ನಗರದಲ್ಲಿ ನಡೆದ ಕಾರ್ಯಕ್ರಮದಲ್ಲಿ ಮಾತನಾಡಿದ ಅವರು, ಭಾರತೀಯ ಸಂಸ್ಕೃತಿಯ ಮೌಲ್ಯಗಳನ್ನು ಮಕ್ಕಳಿಗೆ ಕಲಿಸುವ ಅಗತ್ಯವಿದೆ ಎಂದರು. ಶಿಬಿರಗಳಲ್ಲಿ ಯೋಗ, ಸಂಗೀತ, ಸಂಸ್ಕೃತ ಪಾಠಗಳ ಜೊತೆಗೆ ನೈತಿಕ ಶಿಕ್ಷಣವನ್ನೂ ನೀಡಬೇಕು ಎಂದು ಸಲಹೆ ನೀಡಿದರು.: [501, 585, 668, 645]
feature-box-1-title: ವಸಂತ ವೈಭವದಂತಹ ಶಿಬಿರಗಳು ಅತ್ಯಕ್ಷ: [353, 526, 477, 556]
feature-dateline: ಬೆಂಗಳೂರು:: [201, 358, 228, 366]
gulikakala-label: ಗುಳಿಕಕಾಲ:: [63, 653, 91, 663]
lead-text-2b: ನಕಲಿ ಇನ್‌ವಾಯ್ಸ್‌ಗಳನ್ನು ಸೃಷ್ಟಿಸಿ ಸುಮಾರು 410 ಕೋಟಿ ರೂ. ಮೌಲ್ಯದ ವಹಿವಾಟು ನಡೆಸಿ, 42 ಕೋಟಿ ರೂ. ಗೂ ಅಧಿಕ ಮೌಲ್ಯದ ಇನ್‌ಪುಟ್ ಟ್ಯಾಕ್ಸ್ ಕ್ರೆಡಿಟ್ ಪಡೆಯಲು ಪ್ರಯತ್ನಿಸಿದ ಪ್ರಕರಣವನ್ನು ವಾಣಿಜ್ಯ ತೆರಿಗೆ ಇಲಾಖೆಯ ಅಧಿಕಾರಿಗಳು ಪತ್ತೆಹಚ್ಚಿದ್ದಾರೆ. ಕೇಂದ್ರ, ರಾಜ್ಯದ ಸರಕು ಮತ್ತು ಸೇವಾ ತೆರಿಗೆ ವ್ಯವಸ್ಥೆಯಲ್ಲಿ ಸಂಭವಿಸಿದ ಈ ಬೃಹತ್ ಪ್ರಮಾಣದ ವಂಚನೆಯನ್ನು ಬಯಲಿಗೆಳೆದಿದ್ದಾರೆ.: [212, 160, 398, 209]
divider: [685, 574, 988, 575]
divider: [376, 720, 668, 721]
divider: [685, 548, 988, 549]
weekday-label: ಗುರುವಾರ: [928, 10, 988, 27]
sign-text: ಆತ್ಮವಿಶ್ವಾಸ ಹೆಚ್ಚಲಿದೆ. ಮನೆಯಲ್ಲಿ ಶುಭ ಸಮಾರಂಭ. ಹಣಕಾಸು ಸುಧಾರಣೆ.: [15, 575, 88, 591]
lilac-subtext: ಕಡಿಮೆ ದರದಲ್ಲಿ ಟಿಕೆಟ್ ಪಡೆಯುವ ಸಲುವಾಗಿ ಪ್ರಯಾಣಿಕರು ಹಲವು ತಂತ್ರಗಳನ್ನು ಅನುಸರಿಸುತ್ತಿದ್ದಾರೆ. ವಿಮಾನ ಯಾನ ಸಂಸ್ಥೆಗಳು ಈ ಬಗ್ಗೆ ಎಚ್ಚರಿಕೆ ನೀಡಿವೆ.: [900, 419, 982, 454]
sslc-story: [606, 68, 982, 279]
sign-text: ಶಿಕ್ಷಣ ಕ್ಷೇತ್ರದಲ್ಲಿ ಯಶಸ್ಸು. ಕುಟುಂಬದ ಸಹಕಾರ. ಹೊಸ ಪರಿಚಯಗಳು.: [15, 611, 84, 627]
horoscope-title: ದಿನ ಭವಿಷ್ಯ: [12, 387, 184, 406]
zodiac-icon: [101, 600, 112, 611]
horoscope-sign: [12, 597, 98, 633]
sign-name: ವೃಷಭ: [29, 446, 46, 456]
hormuz-dateline: ರಾಜತಾಂತ್ರಿಕ ಕಚೇರಿ:: [376, 725, 420, 733]
sslc-dateline: ಬೆಂಗಳೂರು:: [615, 104, 642, 112]
zodiac-icon: [15, 563, 26, 574]
hormuz-pink-box: ಇರಾನ್‌ಗೆ ಭಾರತ ಸಾವಧಿಸಿಲ್ಲ ● ಸಾರ್ವಜನಿಕ ಹಿತಾಸಕ್ತಿ ಕಾಪಾಡುವ ನಿಟ್ಟಿನಲ್ಲಿ ಭಾರತ ಸಮತೋಲಿತ ನಿಲುವು ತಾಳಿದೆ. ಇರಾನ್ ಜೊತೆಗಿನ ವ್ಯಾಪಾರ ಸಂಬಂಧ ಮುಂದುವರಿಯಲಿದೆ. ಇಂಧನ ಭದ್ರತೆ ಖಾತ್ರಿಪಡಿಸಲು ಪರ್ಯಾಯ ಮೂಲಗಳಿಂದ ಆಮದು ಹೆಚ್ಚಿಸಲು ಸರ್ಕಾರ ಚಿಂತನೆ ನಡೆಸಿದೆ. ಸಾಗರ ಹಡಗು ಹಾಗೂ ವಿಮಾನ ಸಂಚಾರಕ್ಕೆ ಯಾವುದೇ ಅಡ್ಡಿಯಾಗಿಲ್ಲ ಸಾರ್ವಜನಿಕ ಹಿತಾಸಕ್ತಿ ಕಾಪಾಡುವ ನಿಟ್ಟಿನಲ್ಲಿ ಭಾರತ ಸಮತೋಲಿತ ನಿಲುವು ತಾಳಿದೆ. ಇರಾನ್ ಜೊತೆಗಿನ ವ್ಯಾಪಾರ ಸಂಬಂಧ ಮುಂದುವರಿಯಲಿದೆ. ಇಂಧನ ಭದ್ರತೆ ಖಾತ್ರಿಪಡಿಸಲು ಪರ್ಯಾಯ ಮೂಲಗಳಿಂದ ಆಮದು ಹೆಚ್ಚಿಸಲು ಸರ್ಕಾರ ಚಿಂತನೆ ನಡೆಸಿದೆ.: [376, 830, 668, 926]
divider: [685, 467, 988, 468]
mamata-subtext: ಇತ್ತೀಚೆಗೆ ನಡೆದ ಚುನಾವಣಾ ಪ್ರಚಾರದ ವೇಳೆ ಅವರು ಸುಸ್ತಾಗಿದ್ದರು. ವೈದ್ಯರು ಸಂಪೂರ್ಣ ವಿಶ್ರಾಂತಿ ಸೂಚಿಸಿದ್ದಾರೆ. ಪಕ್ಷದ ಮುಖಂಡರು ಆರೋಗ್ಯ ವಿಚಾರಿಸಿದ್ದಾರೆ.: [201, 811, 361, 840]
bottom-left-text-2: ಮಹಿಳೆಯ ಮೇಲೆ ನಡೆದ ದೌರ್ಜನ್ಯ ಪ್ರಕರಣ ಸಂಬಂಧ ತಕ್ಷಣ ವರದಿ ಸಲ್ಲಿಸುವಂತೆ ರಾಜ್ಯ ಮಹಿಳಾ ಆಯೋಗ ಸೂಚನೆ ನೀಡಿದೆ. ಪೊಲೀಸ್ ಅಧಿಕಾರಿಗಳಿಗೆ ಈ ಬಗ್ಗೆ ಪತ್ರ ಬರೆಯಲಾಗಿದೆ. ಸಂತ್ರಸ್ತೆಗೆ ಸೂಕ್ತ ರಕ್ಷಣೆ ಒದಗಿಸಬೇಕು ಎಂದು ಆಯೋಗದ ಅಧ್ಯಕ್ಷರು ತಿಳಿಸಿದ್ದಾರೆ. ಪ್ರಕರಣದ ತನಿಖೆ ಚುರುಕುಗೊಳಿಸುವಂತೆಯೂ ಆದೇಶಿಸಲಾಗಿದೆ.: [12, 981, 184, 1020]
mamata-dateline: ಕೋಲ್ಕತ್ತಾ:: [268, 721, 291, 729]
mango-icon: [508, 527, 522, 541]
sslc-photo-note: ಎಸ್‌ಎಸ್‌ಎಲ್‌ಸಿ ಪರೀಕ್ಷೆಯಲ್ಲಿ ಈ ಬಾರಿ ಖಾಸಗಿ ಹಾಗೂ ಹಿಂದಿ ಗ್ರೇಡ್ ಪಡೆದ ನಂತರವೂ ನಿರ್ಣಯಿಸಿದ ಕೈಕೊಂಡ ಕೋರ್ಸ್ ಆದೇಶದಂತೆ ತಿಳಿಸಲಾಗಿದೆ: [864, 206, 982, 231]
sign-text: ಉದ್ಯೋಗದಲ್ಲಿ ಬದಲಾವಣೆ ಸಾಧ್ಯತೆ. ಪ್ರಯಾಣದಿಂದ ಲಾಭ. ಮನೆಯಲ್ಲಿ ಶುಭ ಕಾರ್ಯ.: [15, 494, 86, 518]
date-label: 23 ಏಪ್ರಿಲ್ 2026: [926, 29, 988, 40]
kadinudi-item-0: ನಾನು ಬೆಳೆಸಿದ ಮರದಲ್ಲಿ ಹಣ್ಣುಗಳು ಎಂದು ನಂಬಿದ್ದೆ. ಆದರೆ ದೇವರಾಯದಲ್ಲಿ, ಮಾತೃವು, ದೇವನು ಎಲ್ಲ ಕಡೆಯ ಅಧ್ವಾನ - ಸಿದ್ಧಾಂತವು.: [19, 330, 177, 347]
zodiac-icon: [15, 527, 26, 538]
kodagu-text: ಕೊಡಗಿನ ಹೋಮ್‌ಸ್ಟೇಯಲ್ಲಿ ಉಳಿದುಕೊಂಡಿದ್ದ ಅಮೆರಿಕ ಪ್ರಜೆಯ ಮೇಲೆ ಅತ್ಯಾಚಾರ ನಡೆದಿರುವ ಆರೋಪ ಕೇಳಿಬಂದಿದೆ. ಪೊಲೀಸರು ಪ್ರಕರಣ ದಾಖಲಿಸಿಕೊಂಡು ತನಿಖೆ ಆರಂಭಿಸಿದ್ದಾರೆ. ಆರೋಪಿಯ ಪತ್ತೆಗೆ ವಿಶೇಷ ತಂಡ ರಚಿಸಲಾಗಿದೆ ಎಂದು ಎಸ್‌ಪಿ ತಿಳಿಸಿದ್ದಾರೆ.: [12, 733, 184, 773]
cyan-dot-icon: [384, 1527, 393, 1536]
interview-dateline: ಬೆಂಗಳೂರು:: [201, 975, 228, 983]
kadinudi-subtitle: ವಾಮದೇವಾನಂದ ಅಭಿನಂದ: [19, 317, 76, 325]
